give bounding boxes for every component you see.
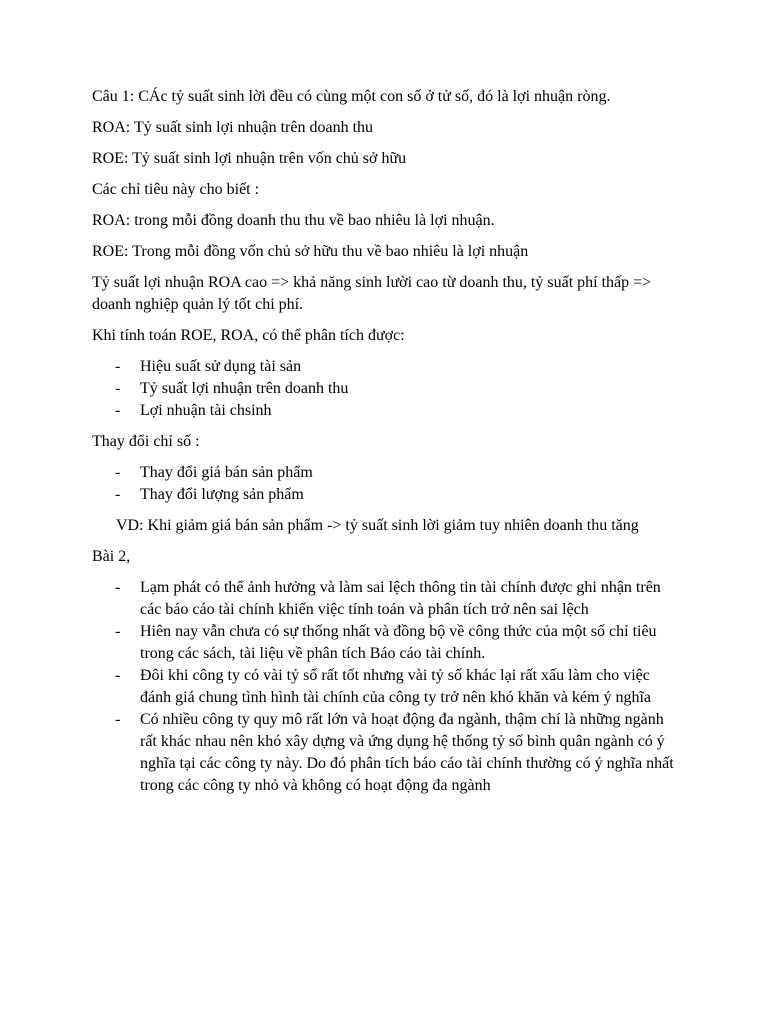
bullet-dash: - <box>115 464 121 481</box>
bullet-dash: - <box>115 711 121 728</box>
list-item <box>92 709 682 797</box>
list-item-text: Lợi nhuận tài chsinh <box>140 402 272 419</box>
paragraph-analysis-intro: Khi tính toán ROE, ROA, có thể phân tích được: <box>92 327 405 344</box>
paragraph-roa-definition: ROA: Tỷ suất sinh lợi nhuận trên doanh thu <box>92 119 374 136</box>
list-item-text: Thay đổi lượng sản phẩm <box>140 486 304 503</box>
paragraph-exercise-2: Bài 2, <box>92 548 131 565</box>
list-item <box>92 665 682 709</box>
bullet-dash: - <box>115 667 121 684</box>
bullet-dash: - <box>115 486 121 503</box>
limitations-list <box>92 577 682 797</box>
bullet-dash: - <box>115 380 121 397</box>
list-item <box>92 577 682 621</box>
paragraph-change-ratios: Thay đổi chỉ số : <box>92 433 200 450</box>
paragraph-roa-meaning: ROA: trong mỗi đồng doanh thu thu về bao nhiêu là lợi nhuận. <box>92 212 495 229</box>
list-item <box>92 400 682 422</box>
analysis-list <box>92 356 682 422</box>
paragraph-example: VD: Khi giảm giá bán sản phẩm -> tỷ suất sinh lời giảm tuy nhiên doanh thu tăng <box>116 517 639 534</box>
list-item <box>92 484 682 506</box>
list-item-text: Lạm phát có thể ảnh hưởng và làm sai lệch thông tin tài chính được ghi nhận trên các báo cáo tài chính khiến việc tính toán và phân tích trở nên sai lệch <box>140 579 661 618</box>
paragraph-roe-meaning: ROE: Trong mỗi đồng vốn chủ sở hữu thu về bao nhiêu là lợi nhuận <box>92 243 529 260</box>
list-item-text: Tỷ suất lợi nhuận trên doanh thu <box>140 380 349 397</box>
bullet-dash: - <box>115 402 121 419</box>
paragraph-question-1: Câu 1: CÁc tỷ suất sinh lời đều có cùng một con số ở tử số, đó là lợi nhuận ròng. <box>92 88 611 105</box>
bullet-dash: - <box>115 358 121 375</box>
list-item-text: Hiên nay vẫn chưa có sự thống nhất và đồng bộ về công thức của một số chỉ tiêu trong các sách, tài liệu về phân tích Báo cáo tài chính. <box>140 623 657 662</box>
list-item-text: Đôi khi công ty có vài tỷ số rất tốt nhưng vài tỷ số khác lại rất xấu làm cho việc đánh giá chung tình hình tài chính của công ty trở nên khó khăn và kém ý nghĩa <box>140 667 652 706</box>
list-item <box>92 462 682 484</box>
document-body <box>92 86 682 806</box>
paragraph-roe-definition: ROE: Tỷ suất sinh lợi nhuận trên vốn chủ sở hữu <box>92 150 407 167</box>
list-item <box>92 356 682 378</box>
paragraph-roa-high: Tỷ suất lợi nhuận ROA cao => khả năng sinh lười cao từ doanh thu, tỷ suất phí thấp => doanh nghiệp quản lý tốt chi phí. <box>92 274 652 313</box>
bullet-dash: - <box>115 623 121 640</box>
list-item-text: Thay đổi giá bán sản phẩm <box>140 464 313 481</box>
bullet-dash: - <box>115 579 121 596</box>
paragraph-indicators-intro: Các chỉ tiêu này cho biết : <box>92 181 260 198</box>
list-item-text: Hiệu suất sử dụng tài sản <box>140 358 302 375</box>
list-item <box>92 378 682 400</box>
list-item-text: Có nhiều công ty quy mô rất lớn và hoạt động đa ngành, thậm chí là những ngành rất khác nhau nên khó xây dựng và ứng dụng hệ thống tỷ số bình quân ngành có ý nghĩa tại các công ty này. Do đó phân tích báo cáo tài chính thường có ý nghĩa nhất trong các công ty nhỏ và không có hoạt động đa ngành <box>140 711 674 794</box>
change-list <box>92 462 682 506</box>
list-item <box>92 621 682 665</box>
